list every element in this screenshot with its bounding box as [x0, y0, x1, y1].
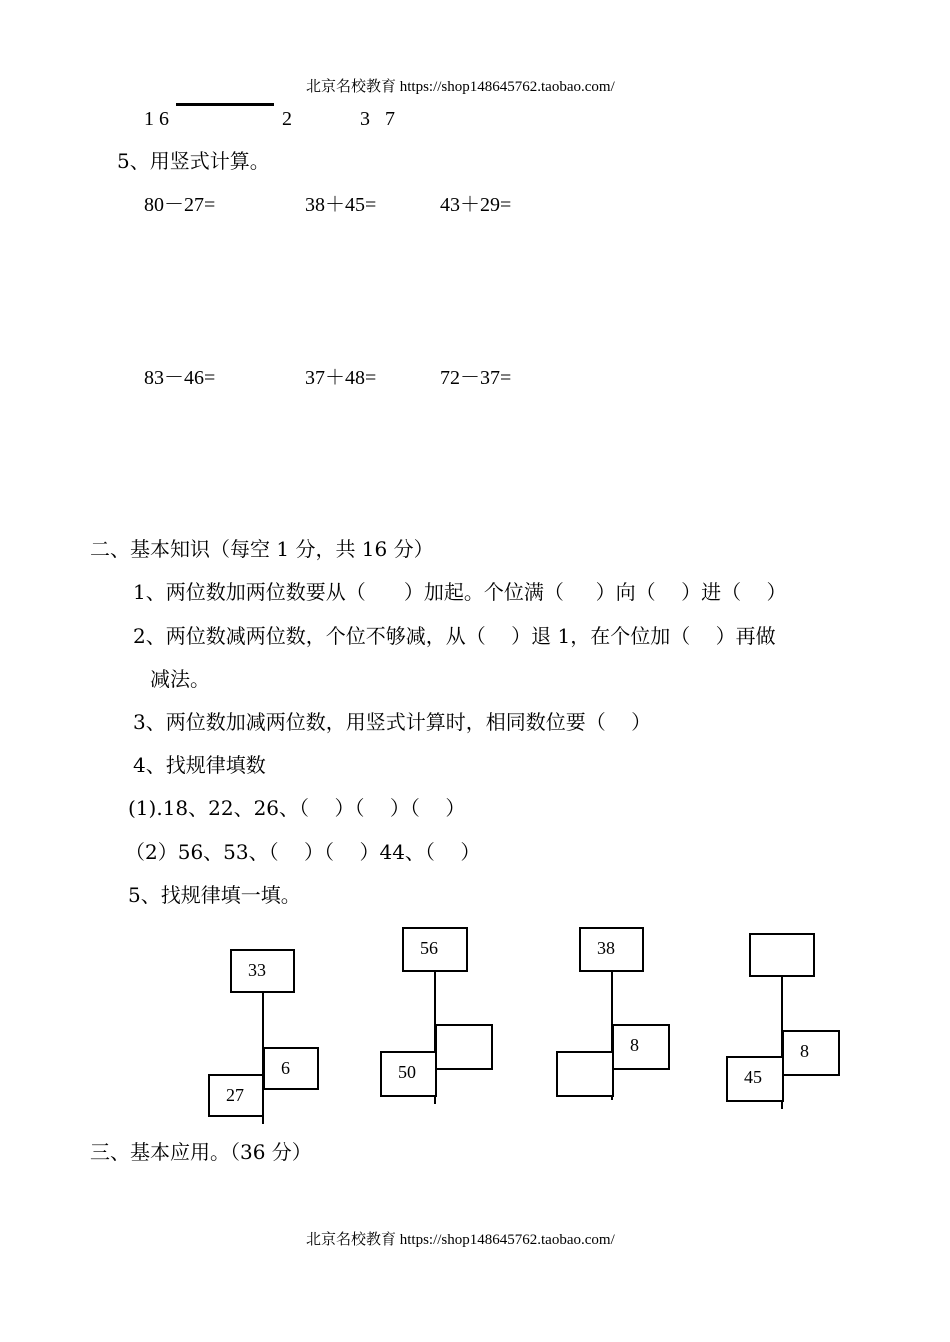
calc-item: 37＋48= — [305, 367, 377, 389]
tree-right-box — [263, 1047, 319, 1090]
section-2-question-4-1: (1).18、22、26、（ ）（ ）（ ） — [128, 796, 466, 820]
tree-right-box — [612, 1024, 670, 1070]
tree-top-box — [402, 927, 468, 972]
tree-right-value: 8 — [630, 1035, 639, 1055]
tree-top-box — [579, 927, 644, 972]
tree-left-box — [208, 1074, 264, 1117]
calc-item: 83－46= — [144, 367, 216, 389]
section-2-question-3: 3、两位数加减两位数，用竖式计算时，相同数位要（ ） — [133, 710, 652, 734]
tree-top-value: 33 — [248, 960, 266, 980]
tree-top-box — [749, 933, 815, 977]
top-row-number-a: 1 6 — [144, 108, 169, 130]
top-row-number-c: 3 7 — [360, 108, 395, 130]
calc-item: 80－27= — [144, 194, 216, 216]
question-5-title: 5、用竖式计算。 — [117, 149, 270, 173]
section-2-question-4: 4、找规律填数 — [133, 753, 266, 777]
tree-left-value: 45 — [744, 1067, 762, 1087]
section-2-question-4-2: （2）56、53、（ ）（ ）44、（ ） — [125, 840, 481, 864]
page-footer: 北京名校教育 https://shop148645762.taobao.com/ — [306, 1232, 615, 1248]
tree-left-box — [556, 1051, 614, 1097]
section-2-question-1: 1、两位数加两位数要从（ ）加起。个位满（ ）向（ ）进（ ） — [133, 580, 787, 604]
tree-top-box — [230, 949, 295, 993]
section-2-question-2: 2、两位数减两位数，个位不够减，从（ ）退 1，在个位加（ ）再做 — [133, 624, 776, 648]
tree-top-value: 38 — [597, 938, 615, 958]
section-2-question-5: 5、找规律填一填。 — [128, 883, 301, 907]
tree-right-value: 8 — [800, 1041, 809, 1061]
tree-right-box — [782, 1030, 840, 1076]
tree-right-box — [435, 1024, 493, 1070]
calc-item: 38＋45= — [305, 194, 377, 216]
answer-line — [176, 103, 274, 106]
tree-left-value: 50 — [398, 1062, 416, 1082]
section-2-question-2-cont: 减法。 — [150, 667, 210, 691]
calc-item: 72－37= — [440, 367, 512, 389]
section-3-title: 三、基本应用。（36 分） — [90, 1140, 312, 1164]
tree-right-value: 6 — [281, 1058, 290, 1078]
tree-top-value: 56 — [420, 938, 438, 958]
calc-item: 43＋29= — [440, 194, 512, 216]
top-row-number-b: 2 — [282, 108, 292, 130]
page-header: 北京名校教育 https://shop148645762.taobao.com/ — [306, 79, 615, 95]
tree-left-box — [380, 1051, 437, 1097]
section-2-title: 二、基本知识（每空 1 分，共 16 分） — [90, 537, 434, 561]
tree-left-value: 27 — [226, 1085, 244, 1105]
tree-left-box — [726, 1056, 784, 1102]
